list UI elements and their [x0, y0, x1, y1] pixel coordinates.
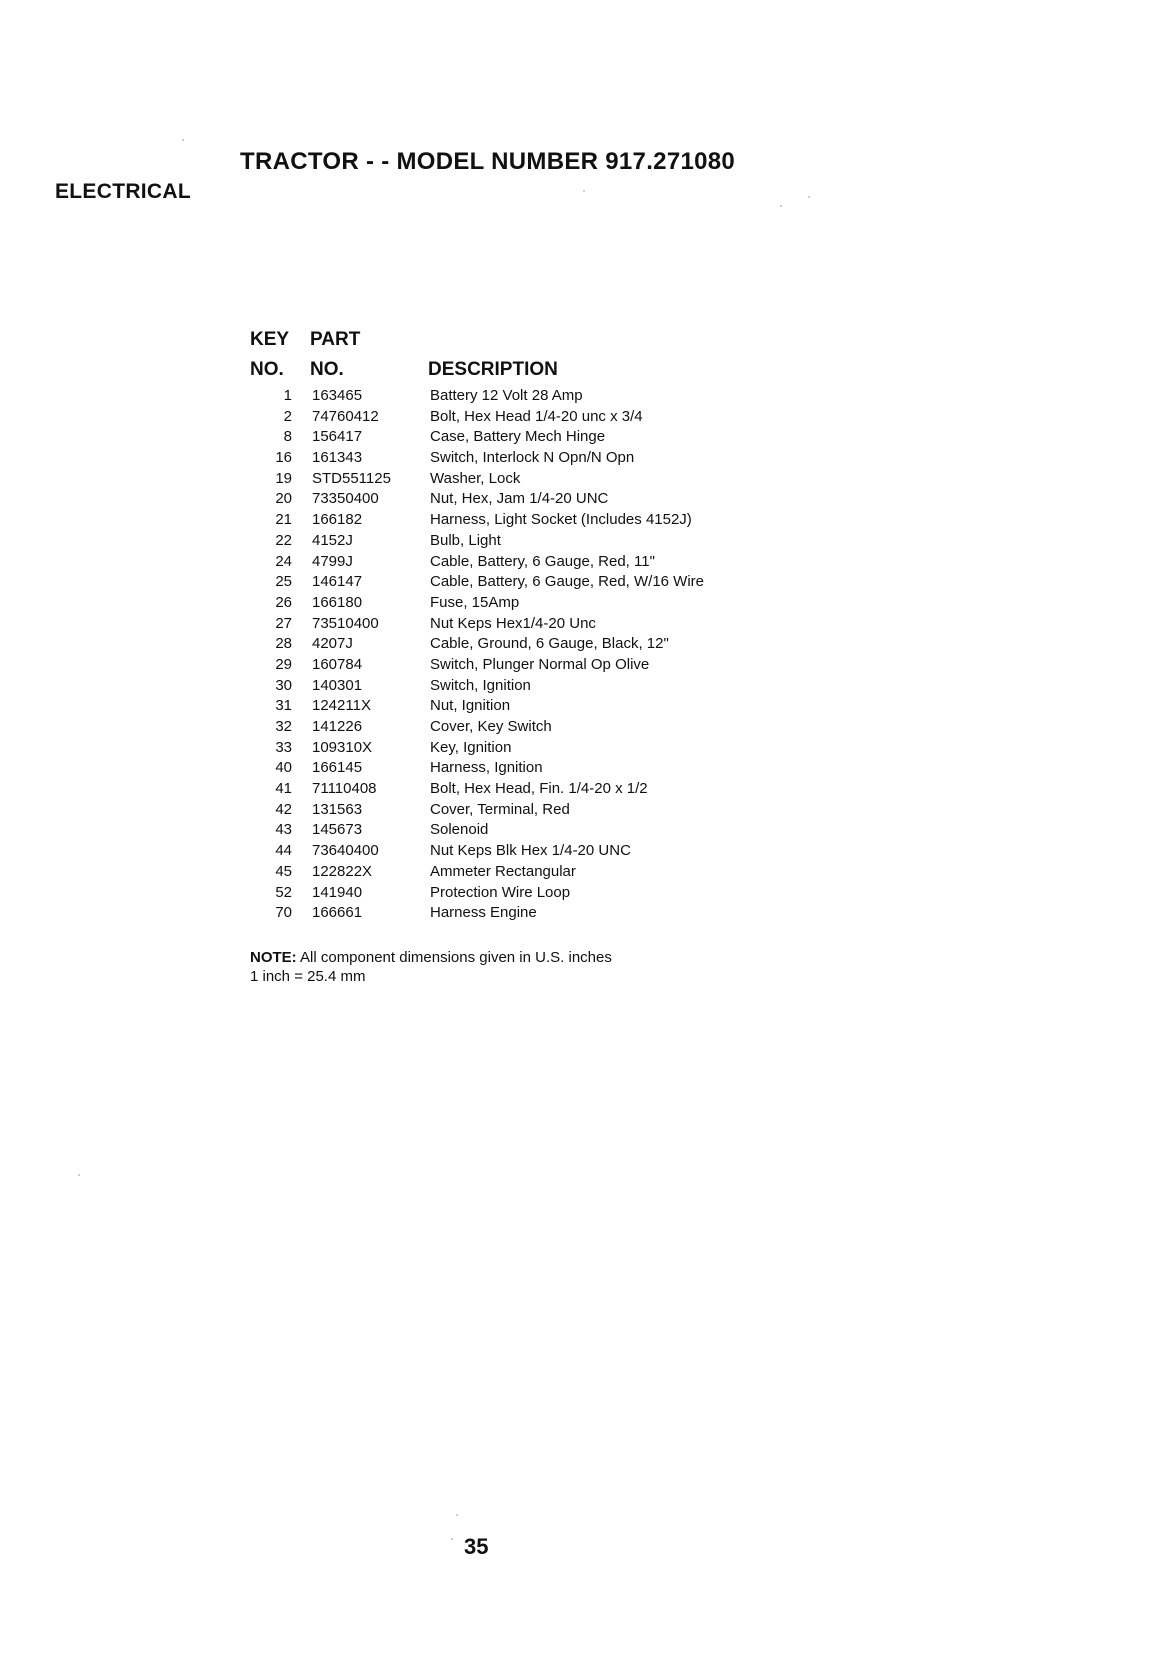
key-no-cell: 21: [275, 511, 292, 529]
key-no-cell: 32: [275, 718, 292, 735]
parts-row: [250, 862, 770, 883]
part-no-cell: 140301: [312, 676, 363, 694]
scan-speck: [182, 139, 184, 141]
parts-row: [250, 427, 770, 448]
part-no-cell: 71110408: [312, 780, 377, 798]
part-no-cell: 163465: [312, 387, 363, 404]
parts-row: [250, 903, 770, 924]
description-cell: Cover, Key Switch: [430, 718, 552, 735]
description-cell: Key, Ignition: [430, 738, 512, 756]
parts-row: [250, 489, 770, 510]
description-cell: Cable, Battery, 6 Gauge, Red, 11": [430, 552, 655, 570]
parts-row: [250, 820, 770, 841]
parts-row: [250, 572, 770, 593]
part-no-cell: 73640400: [312, 842, 379, 860]
parts-row: [250, 779, 770, 800]
key-no-cell: 2: [283, 407, 292, 425]
key-no-cell: 41: [275, 780, 292, 798]
description-cell: Cable, Ground, 6 Gauge, Black, 12": [430, 635, 669, 653]
note: [250, 948, 612, 986]
parts-row: [250, 634, 770, 655]
part-no-cell: 141226: [312, 718, 363, 735]
description-cell: Protection Wire Loop: [430, 883, 571, 901]
part-no-cell: 146147: [312, 573, 363, 591]
key-no-cell: 44: [275, 842, 292, 860]
key-no-cell: 16: [275, 449, 292, 467]
scan-speck: [583, 190, 585, 192]
description-cell: Harness, Light Socket (Includes 4152J): [430, 511, 692, 529]
key-no-cell: 25: [275, 573, 292, 591]
description-cell: Switch, Ignition: [430, 676, 531, 694]
parts-row: [250, 655, 770, 676]
scan-speck: [78, 1174, 80, 1176]
scan-speck: [808, 196, 810, 198]
description-cell: Nut Keps Blk Hex 1/4-20 UNC: [430, 842, 631, 860]
note-text: All component dimensions given in U.S. inches: [296, 949, 612, 966]
parts-row: [250, 407, 770, 428]
part-no-cell: 4207J: [312, 635, 353, 653]
part-no-header-line2: NO.: [310, 359, 344, 380]
parts-row: [250, 531, 770, 552]
key-no-cell: 20: [275, 490, 292, 508]
parts-row: [250, 883, 770, 904]
part-no-cell: 156417: [312, 428, 363, 446]
key-no-cell: 30: [275, 676, 292, 694]
description-cell: Washer, Lock: [430, 469, 521, 487]
parts-row: [250, 469, 770, 490]
scan-speck: [451, 1538, 453, 1540]
part-no-cell: 166182: [312, 511, 363, 529]
description-cell: Nut Keps Hex1/4-20 Unc: [430, 614, 596, 632]
key-no-cell: 24: [275, 552, 292, 570]
key-no-cell: 1: [283, 387, 292, 404]
description-cell: Fuse, 15Amp: [430, 593, 520, 611]
parts-row: [250, 593, 770, 614]
part-no-cell: STD551125: [312, 469, 391, 487]
description-cell: Case, Battery Mech Hinge: [430, 428, 606, 446]
part-no-cell: 166661: [312, 904, 363, 922]
parts-row: [250, 386, 770, 407]
description-cell: Cable, Battery, 6 Gauge, Red, W/16 Wire: [430, 573, 705, 591]
key-no-cell: 70: [275, 904, 292, 922]
note-line: [250, 948, 612, 967]
description-cell: Bulb, Light: [430, 531, 501, 549]
page-number: 35: [464, 1534, 489, 1559]
key-no-header-line2: NO.: [250, 359, 284, 380]
key-no-cell: 29: [275, 655, 292, 673]
part-no-cell: 122822X: [312, 862, 373, 880]
parts-row: [250, 696, 770, 717]
part-no-cell: 4799J: [312, 552, 353, 570]
part-no-cell: 73350400: [312, 490, 379, 508]
description-cell: Switch, Interlock N Opn/N Opn: [430, 449, 635, 467]
part-no-cell: 4152J: [312, 531, 353, 549]
parts-row: [250, 448, 770, 469]
parts-row: [250, 552, 770, 573]
key-no-cell: 26: [275, 593, 292, 611]
note-conversion: 1 inch = 25.4 mm: [250, 968, 366, 985]
key-no-cell: 43: [275, 821, 292, 839]
key-no-cell: 8: [283, 428, 292, 446]
parts-row: [250, 614, 770, 635]
part-no-cell: 141940: [312, 883, 363, 901]
description-cell: Solenoid: [430, 821, 489, 839]
part-no-cell: 145673: [312, 821, 363, 839]
parts-row: [250, 676, 770, 697]
description-cell: Cover, Terminal, Red: [430, 800, 570, 818]
page-title: TRACTOR - - MODEL NUMBER 917.271080: [240, 148, 736, 175]
description-cell: Battery 12 Volt 28 Amp: [430, 387, 583, 404]
part-no-cell: 160784: [312, 655, 363, 673]
description-cell: Bolt, Hex Head, Fin. 1/4-20 x 1/2: [430, 780, 648, 798]
key-no-cell: 42: [275, 800, 292, 818]
scan-speck: [780, 205, 782, 207]
parts-list: [250, 386, 770, 924]
description-cell: Harness Engine: [430, 904, 537, 922]
part-no-cell: 74760412: [312, 407, 379, 425]
description-cell: Bolt, Hex Head 1/4-20 unc x 3/4: [430, 407, 643, 425]
parts-row: [250, 717, 770, 738]
note-label: NOTE:: [250, 949, 297, 966]
parts-row: [250, 738, 770, 759]
description-cell: Harness, Ignition: [430, 759, 543, 777]
parts-row: [250, 841, 770, 862]
description-cell: Ammeter Rectangular: [430, 862, 576, 880]
part-no-cell: 161343: [312, 449, 363, 467]
description-cell: Nut, Ignition: [430, 697, 511, 715]
key-no-cell: 33: [275, 738, 292, 756]
parts-row: [250, 800, 770, 821]
description-cell: Switch, Plunger Normal Op Olive: [430, 655, 650, 673]
part-no-cell: 109310X: [312, 738, 373, 756]
key-no-cell: 31: [275, 697, 292, 715]
part-no-cell: 131563: [312, 800, 363, 818]
part-no-cell: 166145: [312, 759, 363, 777]
section-title: ELECTRICAL: [55, 180, 191, 203]
key-no-cell: 28: [275, 635, 292, 653]
part-no-cell: 124211X: [312, 697, 371, 715]
key-no-cell: 40: [275, 759, 292, 777]
description-cell: Nut, Hex, Jam 1/4-20 UNC: [430, 490, 609, 508]
key-no-cell: 27: [275, 614, 292, 632]
key-no-cell: 19: [275, 469, 292, 487]
parts-row: [250, 510, 770, 531]
key-no-header-line1: KEY: [250, 329, 290, 350]
part-no-cell: 73510400: [312, 614, 379, 632]
key-no-cell: 45: [275, 862, 292, 880]
parts-row: [250, 758, 770, 779]
part-no-header-line1: PART: [310, 329, 361, 350]
part-no-cell: 166180: [312, 593, 363, 611]
description-header: DESCRIPTION: [428, 359, 558, 380]
scan-speck: [456, 1514, 458, 1516]
key-no-cell: 52: [275, 883, 292, 901]
key-no-cell: 22: [275, 531, 292, 549]
